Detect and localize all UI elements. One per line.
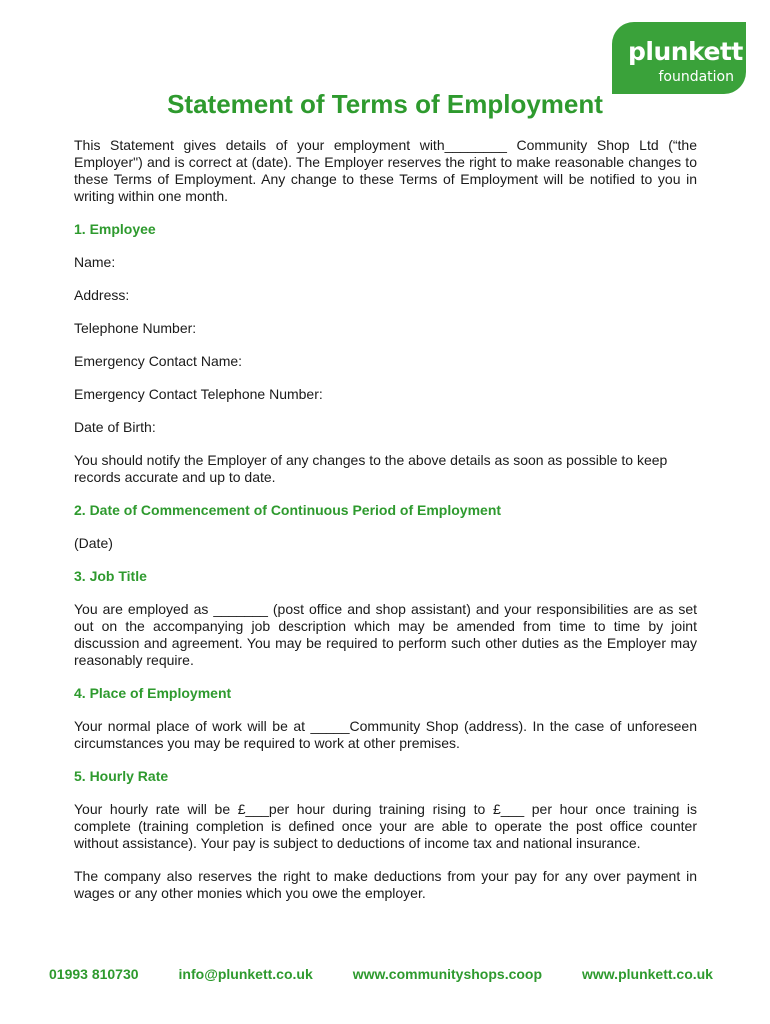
job-title-paragraph: You are employed as _______ (post office and shop assistant) and your responsibilities are as set out on the accompanying job description which may be amended from time to time by joint discussion and agreement. You may be required to perform such other duties as the Employer may reasonably require. (74, 601, 697, 668)
field-emergency-contact-phone: Emergency Contact Telephone Number: (74, 386, 323, 402)
section-heading-employee: 1. Employee (74, 221, 156, 237)
footer-contact-bar (49, 966, 713, 982)
section-heading-commencement: 2. Date of Commencement of Continuous Period of Employment (74, 502, 502, 518)
field-address: Address: (74, 287, 130, 303)
commencement-date: (Date) (74, 535, 113, 551)
hourly-rate-paragraph: Your hourly rate will be £___per hour during training rising to £___ per hour once training is complete (training completion is defined once your are able to operate the post office counter without assistance). Your pay is subject to deductions of income tax and national insurance. (74, 801, 697, 851)
section-heading-hourly-rate: 5. Hourly Rate (74, 768, 169, 784)
section-heading-place: 4. Place of Employment (74, 685, 232, 701)
deductions-paragraph: The company also reserves the right to make deductions from your pay for any over payment in wages or any other monies which you owe the employer. (74, 868, 697, 901)
intro-paragraph: This Statement gives details of your employment with________ Community Shop Ltd (“the Employer") and is correct at (date). The Employer reserves the right to make reasonable changes to these Terms of Employment. Any change to these Terms of Employment will be notified to you in writing within one month. (74, 137, 697, 204)
place-paragraph: Your normal place of work will be at _____Community Shop (address). In the case of unforeseen circumstances you may be required to work at other premises. (74, 718, 697, 751)
logo-wordmark: plunkett (628, 37, 743, 66)
document-body (74, 137, 697, 918)
employee-note: You should notify the Employer of any changes to the above details as soon as possible to keep records accurate and up to date. (74, 452, 668, 485)
field-emergency-contact-name: Emergency Contact Name: (74, 353, 243, 369)
footer-plunkett-link[interactable]: www.plunkett.co.uk (582, 966, 713, 982)
field-name: Name: (74, 254, 116, 270)
footer-communityshops-link[interactable]: www.communityshops.coop (352, 966, 543, 982)
footer-email-link[interactable]: info@plunkett.co.uk (178, 966, 313, 982)
document-title: Statement of Terms of Employment (167, 89, 603, 119)
logo-subtitle: foundation (658, 69, 734, 85)
footer-phone: 01993 810730 (49, 966, 139, 982)
field-date-of-birth: Date of Birth: (74, 419, 156, 435)
section-heading-job-title: 3. Job Title (74, 568, 147, 584)
field-telephone: Telephone Number: (74, 320, 197, 336)
plunkett-foundation-logo (612, 22, 746, 94)
